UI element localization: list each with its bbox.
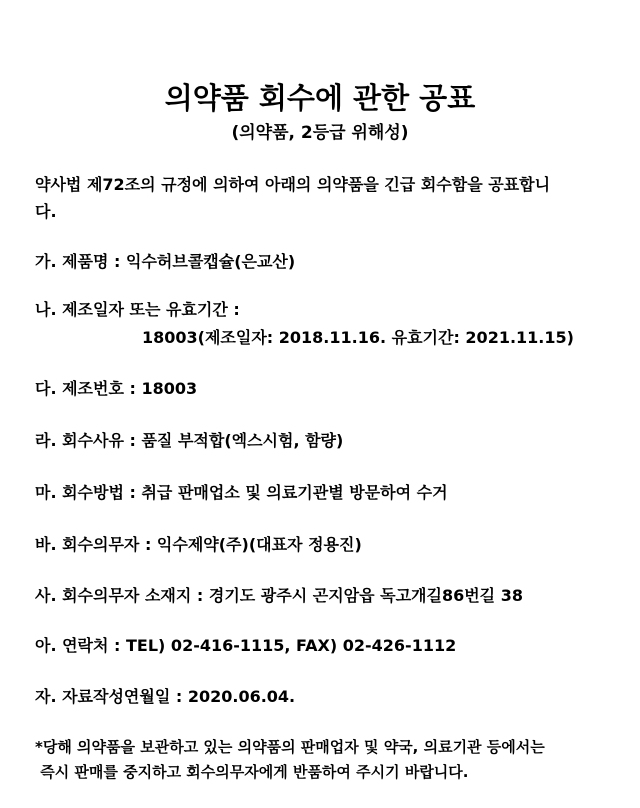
item-recall-obligor: 바. 회수의무자 : 익수제약(주)(대표자 정용진) — [35, 535, 362, 554]
page-subtitle: (의약품, 2등급 위해성) — [231, 123, 409, 143]
note-line-1: *당해 의약품을 보관하고 있는 의약품의 판매업자 및 약국, 의료기관 등에서는 — [35, 738, 545, 756]
item-manufacture-date-detail: 18003(제조일자: 2018.11.16. 유효기간: 2021.11.15) — [142, 328, 574, 347]
item-document-date: 자. 자료작성연월일 : 2020.06.04. — [35, 687, 296, 706]
item-contact: 아. 연락처 : TEL) 02-416-1115, FAX) 02-426-1112 — [35, 636, 457, 655]
item-recall-reason: 라. 회수사유 : 품질 부적합(엑스시험, 함량) — [35, 431, 344, 450]
item-recall-method: 마. 회수방법 : 취급 판매업소 및 의료기관별 방문하여 수거 — [35, 483, 448, 502]
item-product-name: 가. 제품명 : 익수허브콜캡슐(은교산) — [35, 252, 296, 271]
intro-line-1: 약사법 제72조의 규정에 의하여 아래의 의약품을 긴급 회수함을 공표합니 — [35, 175, 551, 194]
item-lot-number: 다. 제조번호 : 18003 — [35, 379, 198, 398]
item-manufacture-date: 나. 제조일자 또는 유효기간 : — [35, 300, 240, 319]
note-line-2: 즉시 판매를 중지하고 회수의무자에게 반품하여 주시기 바랍니다. — [35, 763, 469, 781]
item-obligor-address: 사. 회수의무자 소재지 : 경기도 광주시 곤지암읍 독고개길86번길 38 — [35, 586, 523, 605]
page-title: 의약품 회수에 관한 공표 — [164, 81, 476, 115]
intro-line-2: 다. — [35, 202, 57, 221]
